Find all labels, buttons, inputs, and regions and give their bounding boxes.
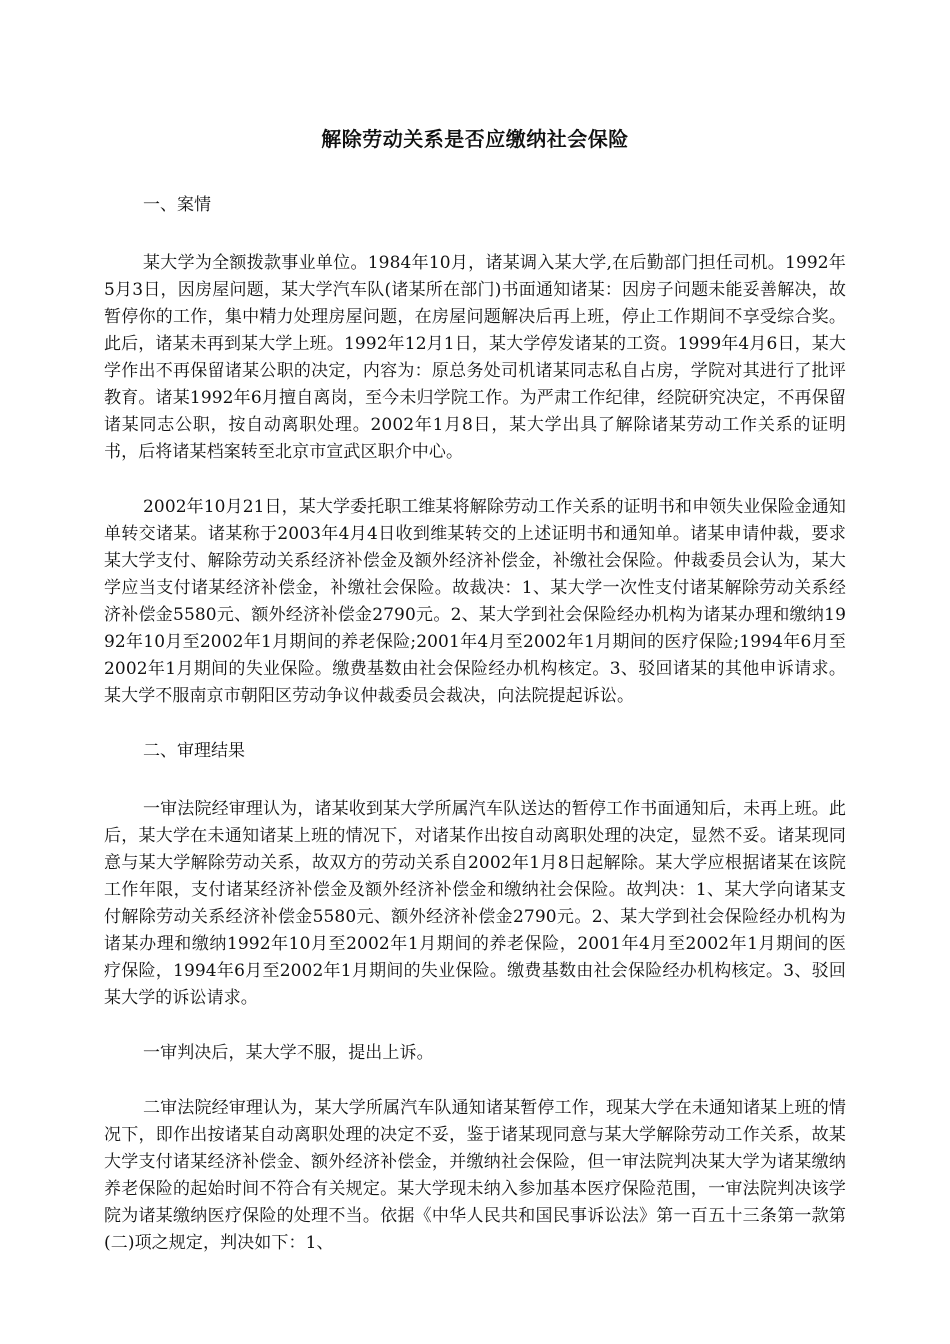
- result-paragraph-2: 一审判决后，某大学不服，提出上诉。: [143, 1043, 434, 1063]
- result-paragraph-1: 一审法院经审理认为，诸某收到某大学所属汽车队送达的暂停工作书面通知后，未再上班。此后，某大学在未通知诸某上班的情况下，对诸某作出按自动离职处理的决定，显然不妥。诸某现同意与某大学解除劳动关系，故双方的劳动关系自2002年1月8日起解除。某大学应根据诸某在该院工作年限，支付诸某经济补偿金及额外经济补偿金和缴纳社会保险。故判决：1、某大学向诸某支付解除劳动关系经济补偿金5580元、额外经济补偿金2790元。2、某大学到社会保险经办机构为诸某办理和缴纳1992年10月至2002年1月期间的养老保险，2001年4月至2002年1月期间的医疗保险，1994年6月至2002年1月期间的失业保险。缴费基数由社会保险经办机构核定。3、驳回某大学的诉讼请求。: [104, 799, 846, 1008]
- result-paragraph-3: 二审法院经审理认为，某大学所属汽车队通知诸某暂停工作，现某大学在未通知诸某上班的情况下，即作出按诸某自动离职处理的决定不妥，鉴于诸某现同意与某大学解除劳动工作关系，故某大学支付诸某经济补偿金、额外经济补偿金，并缴纳社会保险，但一审法院判决某大学为诸某缴纳养老保险的起始时间不符合有关规定。某大学现未纳入参加基本医疗保险范围，一审法院判决该学院为诸某缴纳医疗保险的处理不当。依据《中华人民共和国民事诉讼法》第一百五十三条第一款第(二)项之规定，判决如下：1、: [104, 1098, 846, 1253]
- case-paragraph-2: 2002年10月21日，某大学委托职工维某将解除劳动工作关系的证明书和申领失业保险金通知单转交诸某。诸某称于2003年4月4日收到维某转交的上述证明书和通知单。诸某申请仲裁，要求某大学支付、解除劳动关系经济补偿金及额外经济补偿金，补缴社会保险。仲裁委员会认为，某大学应当支付诸某经济补偿金，补缴社会保险。故裁决：1、某大学一次性支付诸某解除劳动关系经济补偿金5580元、额外经济补偿金2790元。2、某大学到社会保险经办机构为诸某办理和缴纳1992年10月至2002年1月期间的养老保险;2001年4月至2002年1月期间的医疗保险;1994年6月至2002年1月期间的失业保险。缴费基数由社会保险经办机构核定。3、驳回诸某的其他申诉请求。某大学不服南京市朝阳区劳动争议仲裁委员会裁决，向法院提起诉讼。: [104, 497, 846, 706]
- document-body: [104, 124, 846, 1257]
- section-heading-result: 二、审理结果: [143, 741, 245, 761]
- section-heading-case: 一、案情: [143, 195, 211, 215]
- document-title: 解除劳动关系是否应缴纳社会保险: [321, 127, 629, 151]
- case-paragraph-1: 某大学为全额拨款事业单位。1984年10月，诸某调入某大学,在后勤部门担任司机。1992年5月3日，因房屋问题，某大学汽车队(诸某所在部门)书面通知诸某：因房子问题未能妥善解决，故暂停你的工作，集中精力处理房屋问题，在房屋问题解决后再上班，停止工作期间不享受综合奖。此后，诸某未再到某大学上班。1992年12月1日，某大学停发诸某的工资。1999年4月6日，某大学作出不再保留诸某公职的决定，内容为：原总务处司机诸某同志私自占房，学院对其进行了批评教育。诸某1992年6月擅自离岗，至今未归学院工作。为严肃工作纪律，经院研究决定，不再保留诸某同志公职，按自动离职处理。2002年1月8日，某大学出具了解除诸某劳动工作关系的证明书，后将诸某档案转至北京市宣武区职介中心。: [104, 253, 846, 462]
